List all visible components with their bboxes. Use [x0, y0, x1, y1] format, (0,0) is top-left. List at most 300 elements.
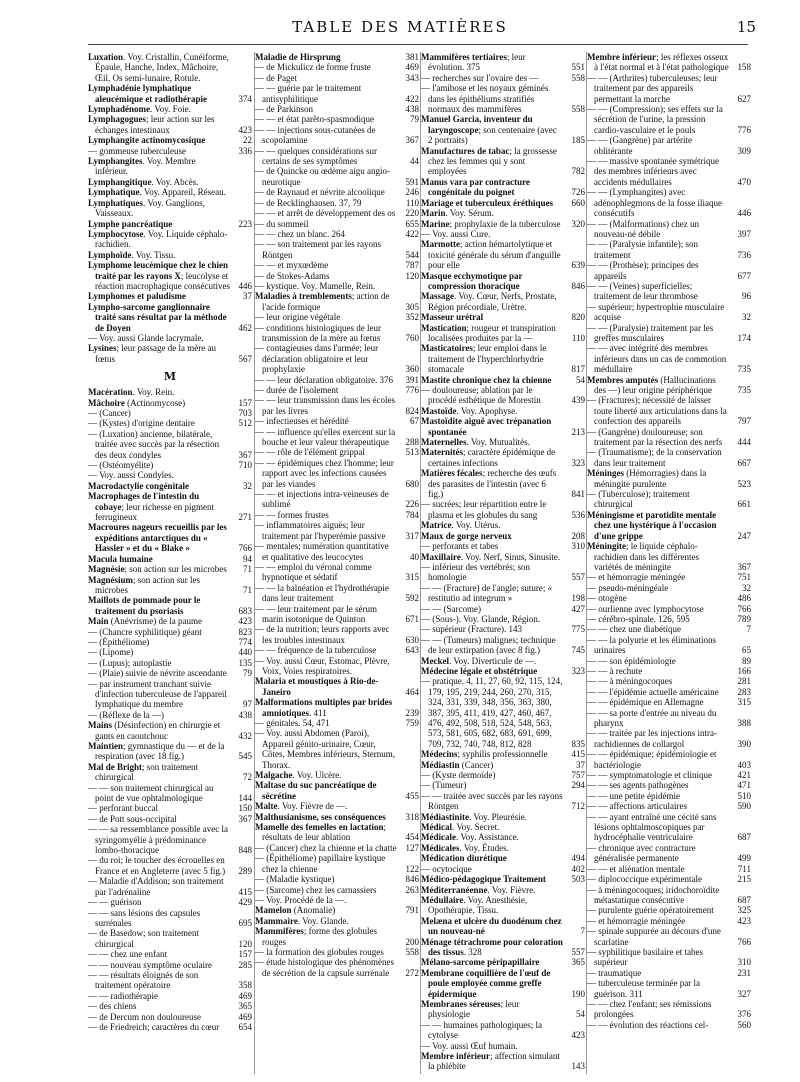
- entry-text: Maintien; gymnastique du — et de la respiration (avec 18 fig.): [88, 741, 225, 762]
- entry-text: — — et aliénation mentale: [587, 863, 685, 874]
- entry-page-number: 671: [405, 613, 419, 624]
- index-entry: [421, 999, 585, 1020]
- entry-text: — — (Arthrites) tuberculeuses; leur traitement par des appareils permettant la marche: [587, 72, 718, 104]
- entry-text: Massage. Voy. Cœur, Nerfs, Prostate, Région précordiale, Urètre.: [421, 291, 557, 312]
- entry-text: — — (Gangrène) par artérite oblitérante: [587, 135, 692, 156]
- index-entry: [421, 895, 585, 916]
- entry-text: Lymphe pancréatique: [88, 218, 173, 229]
- index-entry: [88, 302, 252, 333]
- entry-page-number: 820: [571, 312, 585, 323]
- entry-text: — traumatique: [587, 967, 642, 978]
- index-entry: [255, 166, 419, 187]
- index-entry: [88, 156, 252, 177]
- index-entry: [88, 146, 252, 156]
- index-entry: [421, 780, 585, 790]
- entry-page-number: 567: [238, 353, 252, 364]
- running-header: [0, 18, 800, 38]
- entry-page-number: 96: [742, 291, 751, 302]
- index-entry: [255, 375, 419, 385]
- index-entry: [421, 1020, 585, 1041]
- entry-page-number: 283: [737, 686, 751, 697]
- index-entry: [587, 583, 751, 593]
- entry-page-number: 190: [571, 988, 585, 999]
- entry-page-number: 423: [737, 915, 751, 926]
- entry-page-number: 464: [405, 686, 419, 697]
- entry-text: — — (Lymphangites) avec adénophlegmons de la fosse iliaque consécutifs: [587, 187, 722, 219]
- index-entry: [587, 52, 751, 73]
- index-entry: [88, 52, 252, 83]
- index-entry: [421, 562, 585, 583]
- entry-text: — ourlienne avec lymphocytose: [587, 603, 704, 614]
- entry-page-number: 757: [571, 770, 585, 781]
- entry-page-number: 661: [737, 499, 751, 510]
- entry-page-number: 846: [405, 874, 419, 885]
- entry-page-number: 797: [737, 416, 751, 427]
- entry-page-number: 72: [243, 772, 252, 783]
- entry-text: — — (Veines) superficielles; traitement de leur thrombose: [587, 280, 698, 302]
- index-entry: [255, 198, 419, 208]
- entry-text: — — (Paralysie infantile); son traitement: [587, 239, 698, 260]
- entry-text: — — (Malformations) chez un nouveau-né débile: [587, 218, 699, 239]
- entry-text: — — son traitement par les rayons Röntgen: [255, 239, 381, 260]
- entry-page-number: 272: [405, 967, 419, 978]
- entry-page-number: 213: [571, 426, 585, 437]
- entry-text: — — quelques considérations sur certains de ses symptômes: [255, 145, 377, 167]
- entry-text: Mains (Désinfection) en chirurgie et gants en caoutchouc: [88, 720, 221, 741]
- entry-page-number: 703: [238, 408, 252, 418]
- entry-page-number: 143: [571, 1061, 585, 1072]
- entry-text: Méningite; le liquide céphalo-rachidien dans les différentes variétés de méningite: [587, 541, 700, 572]
- entry-text: Médication diurétique: [421, 853, 507, 864]
- page-number: 15: [736, 18, 756, 36]
- entry-text: — Voy. aussi Condyles.: [88, 470, 174, 481]
- index-entry: [255, 385, 419, 395]
- entry-page-number: 158: [737, 62, 751, 73]
- entry-page-number: 67: [410, 416, 419, 427]
- entry-text: Maladie de Hirsprung: [255, 52, 341, 62]
- index-entry: [587, 572, 751, 582]
- index-column-4: [586, 52, 751, 1074]
- index-entry: [88, 219, 252, 229]
- index-entry: [587, 874, 751, 884]
- index-entry: [255, 718, 419, 728]
- entry-text: Mastite chronique chez la chienne: [421, 374, 552, 385]
- entry-page-number: 358: [238, 980, 252, 991]
- index-entry: [88, 679, 252, 710]
- entry-text: — étude histologique des phénomènes de sécrétion de la capsule surrénale: [255, 957, 394, 978]
- index-entry: [255, 260, 419, 270]
- index-entry: [88, 803, 252, 813]
- entry-page-number: 438: [405, 104, 419, 115]
- index-entry: [587, 885, 751, 906]
- entry-text: — ocytocique: [421, 863, 472, 874]
- entry-text: — — symptomatologie et clinique: [587, 770, 712, 781]
- entry-text: — Voy. aussi Cure.: [421, 228, 491, 239]
- index-entry: [255, 916, 419, 926]
- entry-text: — (Gangrène) douloureuse; son traitement par la résection des nerfs: [587, 426, 723, 448]
- entry-page-number: 545: [238, 751, 252, 762]
- entry-text: — — formes frustes: [255, 509, 329, 520]
- index-entry: [88, 908, 252, 929]
- index-entry: [88, 647, 252, 657]
- entry-page-number: 37: [243, 291, 252, 302]
- entry-page-number: 791: [405, 905, 419, 916]
- entry-text: — — son traitement chirurgical au point de vue ophtalmologique: [88, 782, 214, 804]
- entry-page-number: 462: [238, 322, 252, 333]
- index-entry: [587, 73, 751, 104]
- entry-text: Malte. Voy. Fièvre de —.: [255, 801, 348, 812]
- index-entry: [255, 905, 419, 915]
- index-entry: [255, 458, 419, 489]
- index-entry: [255, 853, 419, 874]
- entry-text: — pratique. 4, 11, 27, 60, 92, 115, 124, 179, 195, 219, 244, 260, 270, 315, 324, 331, 339, 348, 356, 363, 380, 387, 395, 411, 419, 427, 460, 467, 476, 492, 508, 518, 524, 548, 563, 573, 581, 605, 682, 683, 691, 699, 709, 732, 740, 748, 812, 828: [421, 676, 563, 749]
- entry-text: Meckel. Voy. Diverticule de —.: [421, 655, 537, 666]
- entry-page-number: 551: [571, 62, 585, 73]
- entry-text: Lymphatiques. Voy. Ganglions, Vaisseaux.: [88, 197, 205, 219]
- entry-text: — de Pott sous-occipital: [88, 813, 177, 824]
- index-entry: [421, 791, 585, 812]
- entry-text: — Maladie d'Addison; son traitement par l'adrénaline: [88, 876, 224, 897]
- index-entry: [255, 291, 419, 312]
- entry-page-number: 226: [405, 499, 419, 510]
- entry-page-number: 423: [238, 124, 252, 135]
- entry-text: — — injections sous-cutanées de scopolamine: [255, 124, 376, 146]
- entry-text: — leur origine végétale: [255, 312, 341, 323]
- entry-text: Médicales. Voy. Études.: [421, 842, 509, 853]
- entry-page-number: 135: [238, 657, 252, 668]
- entry-text: — de Parkinson: [255, 104, 313, 115]
- entry-text: Malaria et moustiques à Rio-de-Janeiro: [255, 676, 379, 697]
- entry-text: — — sa porte d'entrée au niveau du pharynx: [587, 707, 717, 728]
- entry-page-number: 365: [571, 957, 585, 968]
- index-entry: [255, 125, 419, 146]
- entry-text: Maillots de pommade pour le traitement du psoriasis: [88, 595, 201, 616]
- entry-text: — — nouveau symptôme oculaire: [88, 959, 212, 970]
- entry-text: Lympho-sarcome ganglionnaire traité sans résultat par la méthode de Doyen: [88, 301, 227, 333]
- index-entry: [587, 843, 751, 864]
- entry-page-number: 469: [405, 62, 419, 73]
- entry-text: Membre inférieur; les réflexes osseux à l'état normal et à l'état pathologique: [587, 52, 729, 73]
- entry-text: — (Luxation) ancienne, bilatérale, traitée avec succès par la résection des deux condyles: [88, 428, 220, 460]
- index-entry: [255, 812, 419, 822]
- index-entry: [88, 616, 252, 626]
- entry-page-number: 127: [405, 842, 419, 853]
- entry-page-number: 695: [238, 917, 252, 928]
- entry-page-number: 544: [405, 249, 419, 260]
- entry-page-number: 639: [571, 260, 585, 271]
- entry-text: — de Stokes-Adams: [255, 270, 330, 281]
- entry-text: Mastoïdite aiguë avec trépanation spontanée: [421, 416, 552, 437]
- index-entry: [421, 812, 585, 822]
- entry-page-number: 391: [405, 374, 419, 385]
- entry-page-number: 846: [571, 280, 585, 291]
- entry-text: Mammifères; forme des globules rouges: [255, 926, 378, 947]
- entry-text: Méningisme et parotidite mentale chez une hystérique à l'occasion d'une grippe: [587, 509, 717, 541]
- entry-text: Manufactures de tabac; la grossesse chez les femmes qui y sont employées: [421, 145, 557, 177]
- entry-page-number: 367: [405, 135, 419, 146]
- entry-page-number: 65: [742, 645, 751, 656]
- entry-text: Marmotte; action hémartolytique et toxicité générale du sérum d'anguille pour elle: [421, 239, 561, 271]
- index-entry: [88, 575, 252, 596]
- entry-page-number: 759: [405, 718, 419, 728]
- entry-text: — supérieur; hypertrophie musculaire acquise: [587, 301, 725, 323]
- index-entry: [421, 531, 585, 541]
- entry-text: Mal de Bright; son traitement chirurgical: [88, 761, 198, 783]
- entry-text: — perforants et tabes: [421, 541, 499, 552]
- entry-text: — — la balnéation et l'hydrothérapie dans leur traitement: [255, 582, 389, 604]
- entry-page-number: 318: [405, 811, 419, 822]
- entry-text: Mammaire. Voy. Glande.: [255, 915, 349, 926]
- entry-text: Macération. Voy. Rein.: [88, 387, 175, 398]
- entry-page-number: 523: [737, 478, 751, 489]
- index-entry: [587, 541, 751, 572]
- entry-page-number: 655: [405, 218, 419, 229]
- index-entry: [255, 583, 419, 604]
- entry-page-number: 110: [571, 332, 585, 343]
- entry-text: — de la nutrition; leurs rapports avec les troubles intestinaux: [255, 624, 390, 645]
- index-entry: [587, 687, 751, 697]
- entry-page-number: 343: [405, 72, 419, 83]
- entry-text: — — épidémiques chez l'homme; leur rapport avec les infections causées par les viandes: [255, 457, 394, 489]
- entry-text: Médecins; syphilis professionnelle: [421, 749, 548, 760]
- entry-text: — (Kystes) d'origine dentaire: [88, 418, 195, 429]
- entry-text: — — son épidémiologie: [587, 655, 676, 666]
- entry-page-number: 89: [742, 655, 751, 666]
- index-entry: [587, 468, 751, 489]
- entry-text: — — chez un blanc. 264: [255, 228, 345, 239]
- index-entry: [587, 447, 751, 468]
- entry-page-number: 422: [405, 228, 419, 239]
- entry-text: Médullaire. Voy. Anesthésie, Opothérapie, Tissu.: [421, 894, 528, 916]
- entry-page-number: 503: [571, 874, 585, 885]
- index-entry: [88, 627, 252, 637]
- entry-page-number: 239: [405, 707, 419, 718]
- index-entry: [88, 135, 252, 145]
- index-entry: [421, 968, 585, 999]
- entry-page-number: 271: [238, 512, 252, 523]
- entry-page-number: 289: [238, 865, 252, 876]
- entry-page-number: 687: [737, 894, 751, 905]
- entry-page-number: 94: [243, 553, 252, 564]
- entry-page-number: 71: [243, 584, 252, 595]
- entry-page-number: 712: [571, 801, 585, 812]
- index-entry: [255, 770, 419, 780]
- index-entry: [587, 947, 751, 968]
- entry-page-number: 246: [405, 187, 419, 198]
- index-entry: [255, 624, 419, 645]
- index-entry: [255, 780, 419, 801]
- entry-page-number: 536: [571, 509, 585, 520]
- entry-text: Lymphocytose. Voy. Liquide céphalo-rachidien.: [88, 228, 228, 250]
- index-entry: [421, 666, 585, 676]
- entry-page-number: 403: [737, 759, 751, 770]
- index-entry: [255, 562, 419, 583]
- index-entry: [255, 489, 419, 510]
- entry-page-number: 309: [737, 145, 751, 156]
- entry-page-number: 120: [405, 270, 419, 281]
- entry-page-number: 285: [238, 959, 252, 970]
- entry-page-number: 735: [737, 385, 751, 395]
- entry-page-number: 402: [571, 863, 585, 874]
- entry-page-number: 215: [737, 874, 751, 885]
- entry-text: Lymphangitique. Voy. Abcès.: [88, 176, 199, 187]
- entry-text: — — résultats éloignés de son traitement opératoire: [88, 969, 199, 991]
- entry-text: — — humaines pathologiques; la cytolyse: [421, 1019, 542, 1041]
- entry-page-number: 823: [238, 626, 252, 637]
- index-entry: [88, 460, 252, 470]
- index-entry: [421, 552, 585, 562]
- index-entry: [421, 343, 585, 374]
- entry-page-number: 429: [238, 897, 252, 908]
- index-entry: [421, 853, 585, 863]
- entry-page-number: 432: [238, 730, 252, 741]
- index-entry: [587, 905, 751, 915]
- entry-page-number: 294: [571, 780, 585, 791]
- index-entry: [88, 762, 252, 783]
- index-entry: [255, 957, 419, 978]
- index-entry: [255, 926, 419, 947]
- entry-text: Malgache. Voy. Ulcère.: [255, 770, 342, 781]
- entry-text: — du roi; le toucher des écrouelles en France et en Angleterre (avec 5 fig.): [88, 855, 226, 876]
- entry-text: — (Tumeur): [421, 780, 467, 791]
- index-entry: [421, 146, 585, 177]
- entry-text: — — et état parêto-spasmodique: [255, 114, 374, 125]
- entry-page-number: 352: [405, 312, 419, 323]
- entry-page-number: 736: [737, 249, 751, 260]
- entry-text: — (Ostéomyélite): [88, 460, 154, 471]
- index-entry: [88, 637, 252, 647]
- index-entry: [421, 885, 585, 895]
- entry-page-number: 687: [737, 832, 751, 843]
- index-entry: [88, 564, 252, 574]
- entry-page-number: 174: [737, 332, 751, 343]
- entry-text: — — (Sarcome): [421, 603, 481, 614]
- entry-page-number: 784: [405, 509, 419, 520]
- index-entry: [421, 114, 585, 145]
- entry-text: — — massive spontanée symétrique des membres inférieurs avec accidents médullaires: [587, 156, 719, 187]
- entry-text: Magnésie; son action sur les microbes: [88, 564, 227, 575]
- entry-text: — — et injections intra-veineuses de sublimé: [255, 489, 389, 510]
- index-entry: [421, 604, 585, 614]
- entry-text: Mamelle des femelles en lactation; résultats de leur ablation: [255, 822, 386, 843]
- entry-text: Malthusianisme, ses conséquences: [255, 811, 386, 822]
- index-entry: [587, 593, 751, 603]
- entry-page-number: 558: [571, 104, 585, 115]
- index-entry: [421, 73, 585, 83]
- entry-text: — gommeuse tuberculeuse: [88, 145, 186, 156]
- index-entry: [88, 960, 252, 970]
- index-entry: [88, 595, 252, 616]
- entry-text: — (Kyste dermoïde): [421, 770, 496, 781]
- index-entry: [88, 876, 252, 897]
- entry-page-number: 438: [238, 709, 252, 720]
- index-entry: [587, 708, 751, 729]
- entry-page-number: 446: [238, 280, 252, 291]
- index-entry: [88, 928, 252, 949]
- index-entry: [587, 239, 751, 260]
- entry-page-number: 560: [737, 1019, 751, 1030]
- entry-text: Marin. Voy. Sérum.: [421, 208, 494, 219]
- entry-page-number: 120: [238, 938, 252, 949]
- index-entry: [421, 1051, 585, 1072]
- index-entry: [88, 668, 252, 678]
- index-entry: [587, 978, 751, 999]
- index-entry: [421, 937, 585, 958]
- index-entry: [88, 522, 252, 553]
- index-entry: [255, 676, 419, 697]
- entry-page-number: 591: [405, 176, 419, 187]
- index-entry: [255, 645, 419, 655]
- entry-text: Malformations multiples par brides amniotiques. 411: [255, 697, 393, 718]
- entry-text: — — la polyurie et les éliminations urinaires: [587, 634, 716, 656]
- entry-page-number: 751: [737, 572, 751, 583]
- index-entry: [421, 312, 585, 322]
- entry-page-number: 397: [737, 228, 751, 239]
- index-entry: [88, 1012, 252, 1022]
- entry-text: — des chiens: [88, 1001, 137, 1012]
- entry-text: — — l'épidémie actuelle américaine: [587, 686, 719, 697]
- index-entry: [421, 219, 585, 229]
- entry-text: Lymphadénie lymphatique aleucémique et radiothérapie: [88, 83, 207, 104]
- index-entry: [255, 114, 419, 124]
- header-rule: [88, 44, 748, 45]
- index-entry: [421, 583, 585, 604]
- index-entry: [255, 447, 419, 457]
- entry-page-number: 512: [238, 418, 252, 429]
- entry-page-number: 32: [742, 582, 751, 593]
- entry-page-number: 166: [737, 665, 751, 676]
- index-entry: [255, 843, 419, 853]
- entry-page-number: 766: [737, 603, 751, 614]
- entry-text: — — radiothérapie: [88, 990, 158, 1001]
- entry-text: Macrophages de l'intestin du cobaye; leur richesse en pigment ferrugineux: [88, 491, 214, 523]
- entry-page-number: 711: [737, 863, 751, 874]
- entry-text: Membres amputés (Hallucinations des —) leur origine périphérique: [587, 374, 716, 395]
- entry-page-number: 374: [238, 93, 252, 104]
- entry-text: — Voy. Procédé de la —.: [255, 894, 347, 905]
- index-entry: [421, 916, 585, 937]
- index-entry: [88, 291, 252, 301]
- index-entry: [88, 897, 252, 907]
- entry-text: — — traitée avec succès par les rayons Röntgen: [421, 790, 563, 812]
- index-entry: [421, 520, 585, 530]
- entry-page-number: 470: [737, 176, 751, 187]
- entry-page-number: 325: [737, 905, 751, 916]
- entry-text: Lysines; leur passage de la mère au fœtus: [88, 343, 216, 364]
- entry-text: — (Plaie) suivie de névrite ascendante: [88, 668, 227, 679]
- entry-text: Macula humaine: [88, 553, 153, 564]
- index-entry: [587, 395, 751, 426]
- entry-page-number: 735: [737, 364, 751, 375]
- entry-text: Maux de gorge nerveux: [421, 530, 512, 541]
- index-entry: [255, 822, 419, 843]
- entry-page-number: 381: [405, 52, 419, 62]
- index-entry: [255, 323, 419, 344]
- index-entry: [587, 791, 751, 801]
- index-entry: [587, 614, 751, 624]
- index-entry: [255, 219, 419, 229]
- entry-text: — (Épithéliome) papillaire kystique chez la chienne: [255, 853, 386, 874]
- index-entry: [88, 720, 252, 741]
- entry-page-number: 263: [405, 884, 419, 895]
- entry-text: — — (Prothèse); principes des appareils: [587, 260, 699, 281]
- index-entry: [587, 1020, 751, 1030]
- entry-page-number: 150: [238, 803, 252, 814]
- entry-text: Médiastinite. Voy. Pleurésie.: [421, 811, 527, 822]
- index-entry: [255, 52, 419, 62]
- index-entry: [587, 604, 751, 614]
- index-entry: [255, 312, 419, 322]
